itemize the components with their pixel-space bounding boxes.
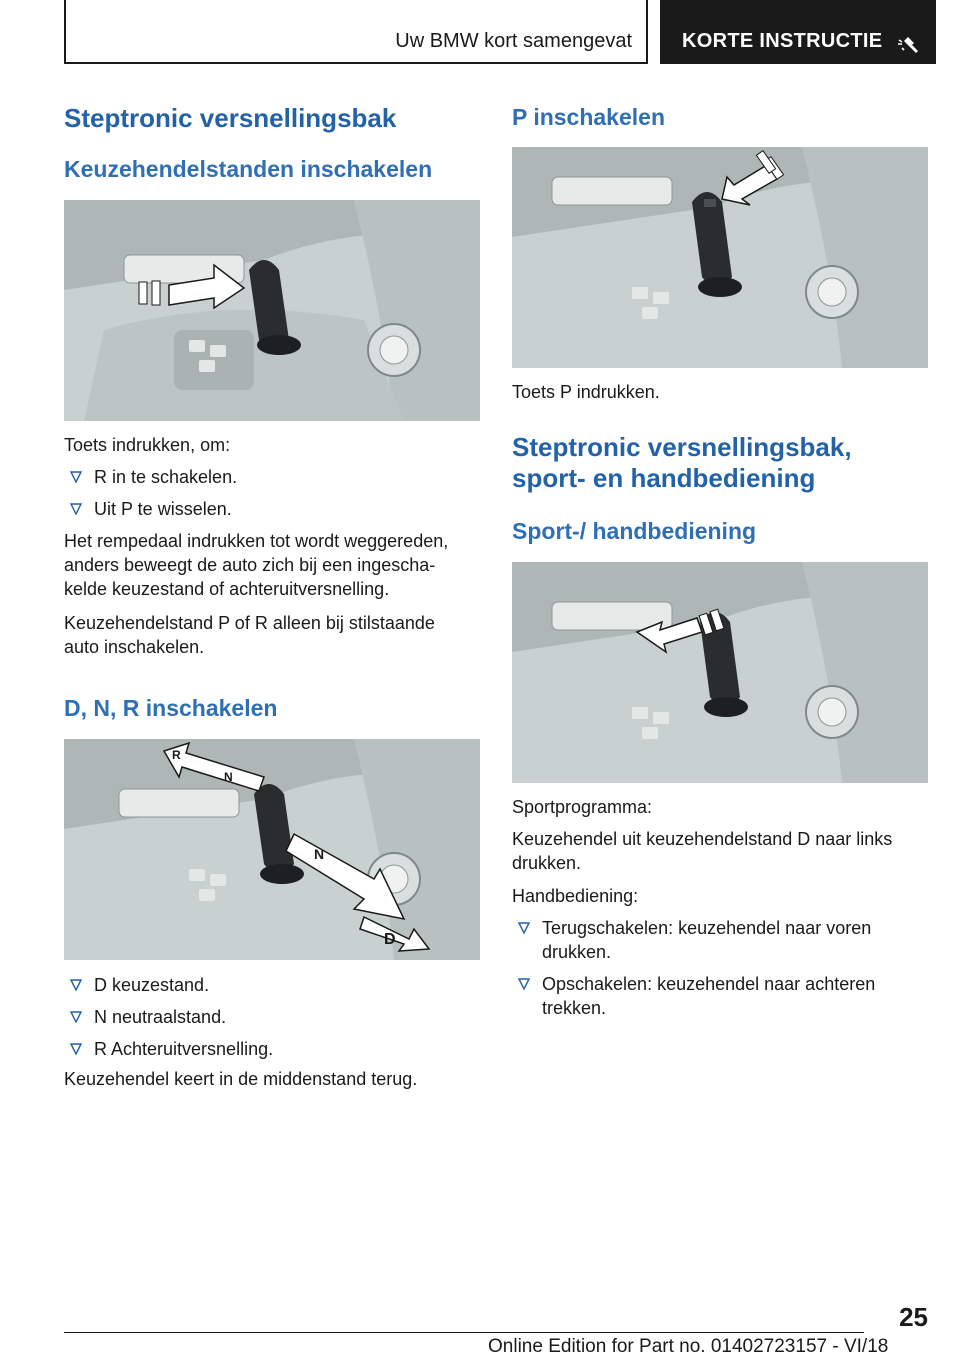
list-item-text: R in te schakelen. [94,467,238,487]
header-section-label: Uw BMW kort samengevat [395,30,632,52]
pointer-hand-icon [896,30,920,54]
list-item-text: Terugschakelen: keuzehendel naar voren [542,918,872,938]
list-item-text: trekken. [542,998,607,1018]
text-line: Keuzehendel uit keuzehendelstand D naar links [512,829,893,849]
subsection-title: P inschakelen [512,104,665,130]
paragraph: Toets indrukken, om: [64,435,231,455]
paragraph: Keuzehendel keert in de middenstand terug. [64,1069,418,1089]
list-item [64,465,480,489]
text-line: drukken. [512,853,582,873]
text-line: anders beweegt de auto zich bij een ingescha- [64,555,436,575]
list-item [64,497,480,521]
section-title: Steptronic versnellingsbak [64,103,397,133]
sport-mode-image [512,562,928,783]
header-chapter-tab [660,0,936,64]
header-section-tab [64,0,648,64]
text-line: Het rempedaal indrukken tot wordt weggereden, [64,531,449,551]
gear-positions-image [64,739,480,960]
subsection-title: Keuzehendelstanden inschakelen [64,156,433,182]
list-item-text: N neutraalstand. [94,1007,227,1027]
list-item [64,1037,480,1061]
park-button-image [512,147,928,368]
text-line: Keuzehendelstand P of R alleen bij stilstaande [64,613,435,633]
subsection-title: D, N, R inschakelen [64,695,278,721]
page-number: 25 [899,1302,928,1332]
paragraph: Handbediening: [512,886,639,906]
list-item [512,916,928,964]
position-label-d: D [384,931,396,948]
title-line: sport- en handbediening [512,463,816,493]
list-item-text: drukken. [542,942,612,962]
triangle-bullet-icon [70,471,82,483]
list-item [64,973,480,997]
text-line: auto inschakelen. [64,637,205,657]
list-item [512,972,928,1020]
list-item-text: Opschakelen: keuzehendel naar achteren [542,974,876,994]
paragraph [512,827,928,875]
paragraph [64,529,480,601]
list-item-text: D keuzestand. [94,975,210,995]
subsection-title: Sport-/ handbediening [512,518,757,544]
paragraph: Toets P indrukken. [512,382,660,402]
position-label-n: N [224,770,233,784]
footer-edition: Online Edition for Part no. 01402723157 - VI/18 [488,1336,889,1357]
gear-selector-image-button [64,200,480,421]
left-column [64,96,480,1091]
title-line: Steptronic versnellingsbak, [512,432,852,462]
text-line: kelde keuzestand of achteruitversnelling. [64,579,390,599]
triangle-bullet-icon [518,922,530,934]
paragraph: Sportprogramma: [512,797,653,817]
section-title [512,432,928,494]
triangle-bullet-icon [70,1011,82,1023]
position-label-n: N [314,846,325,862]
triangle-bullet-icon [518,978,530,990]
footer-divider [64,1332,864,1333]
right-column [512,96,928,1020]
paragraph [64,611,480,659]
position-label-r: R [172,748,181,762]
header-chapter-label: KORTE INSTRUCTIE [682,30,883,52]
list-item [64,1005,480,1029]
triangle-bullet-icon [70,1043,82,1055]
list-item-text: Uit P te wisselen. [94,499,232,519]
list-item-text: R Achteruitversnelling. [94,1039,274,1059]
triangle-bullet-icon [70,979,82,991]
triangle-bullet-icon [70,503,82,515]
